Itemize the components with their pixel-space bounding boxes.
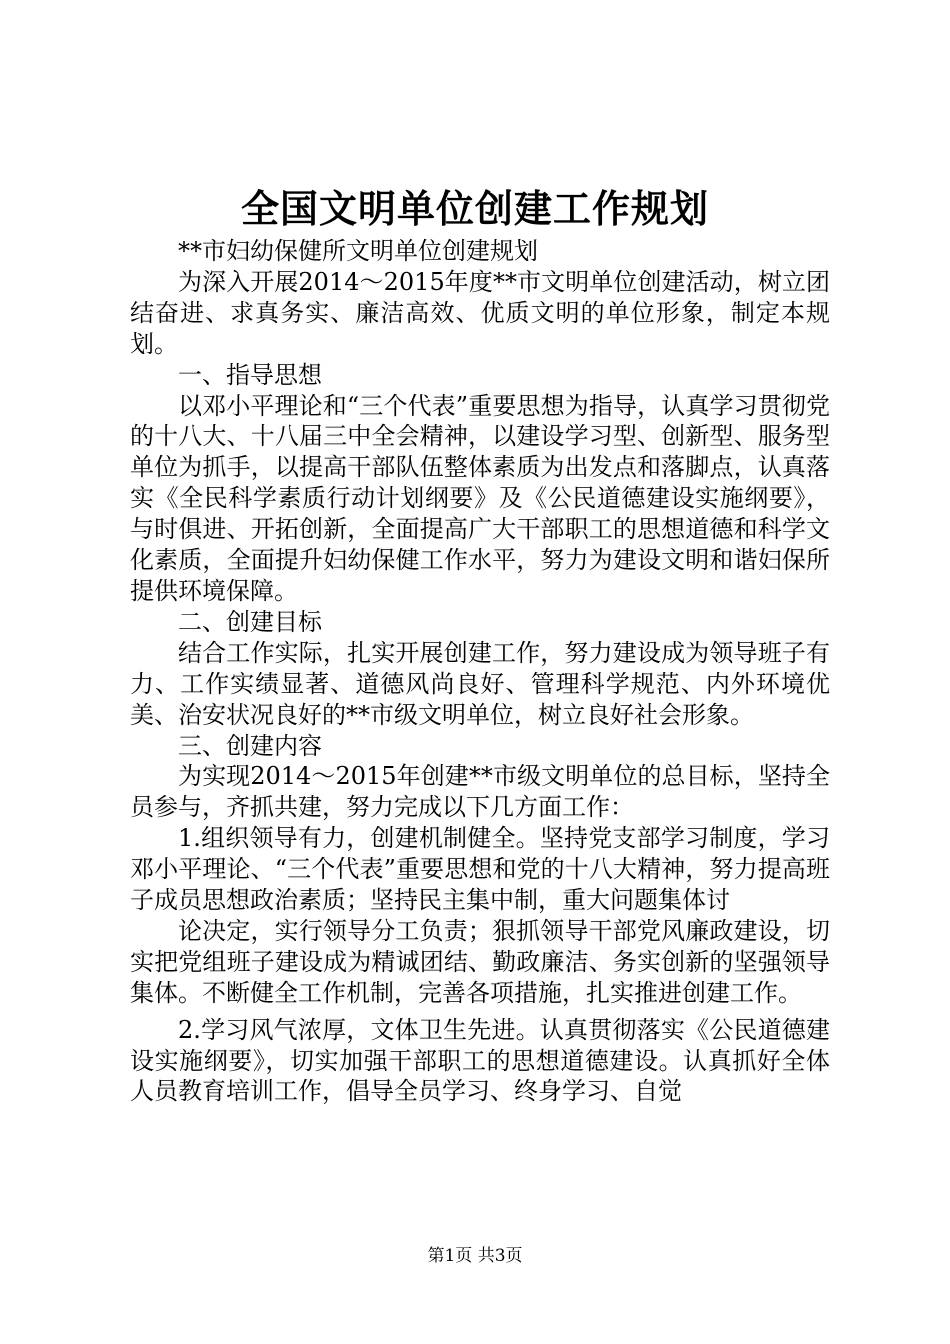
document-title: 全国文明单位创建工作规划 [240,186,709,231]
content-intro-paragraph: 为实现2014～2015年创建**市级文明单位的总目标，坚持全员参与，齐抓共建，努力完成以下几方面工作： [130,762,830,822]
page-footer: 第1页 共3页 [427,1246,523,1266]
subtitle-paragraph: **市妇幼保健所文明单位创建规划 [178,237,538,265]
item-2-paragraph: 2.学习风气浓厚，文体卫生先进。认真贯彻落实《公民道德建设实施纲要》，切实加强干部职工的思想道德建设。认真抓好全体人员教育培训工作，倡导全员学习、终身学习、自觉 [130,1015,830,1106]
section-heading-goal: 二、创建目标 [178,607,322,636]
goal-paragraph: 结合工作实际，扎实开展创建工作，努力建设成为领导班子有力、工作实绩显著、道德风尚良好、管理科学规范、内外环境优美、治安状况良好的**市级文明单位，树立良好社会形象。 [130,638,830,729]
document-body [130,236,830,1107]
intro-paragraph: 为深入开展2014～2015年度**市文明单位创建活动，树立团结奋进、求真务实、廉洁高效、优质文明的单位形象，制定本规划。 [130,267,830,358]
section-heading-guiding-thought: 一、指导思想 [178,360,322,389]
item-1-paragraph: 1.组织领导有力，创建机制健全。坚持党支部学习制度，学习邓小平理论、“三个代表”重要思想和党的十八大精神，努力提高班子成员思想政治素质；坚持民主集中制，重大问题集体讨 [130,824,830,915]
section-heading-content: 三、创建内容 [178,731,322,760]
guiding-thought-paragraph: 以邓小平理论和“三个代表”重要思想为指导，认真学习贯彻党的十八大、十八届三中全会精神，以建设学习型、创新型、服务型单位为抓手，以提高干部队伍整体素质为出发点和落脚点，认真落实《全民科学素质行动计划纲要》及《公民道德建设实施纲要》，与时俱进、开拓创新，全面提高广大干部职工的思想道德和科学文化素质，全面提升妇幼保健工作水平，努力为建设文明和谐妇保所提供环境保障。 [130,391,830,605]
item-1-continued-paragraph: 论决定，实行领导分工负责；狠抓领导干部党风廉政建设，切实把党组班子建设成为精诚团结、勤政廉洁、务实创新的坚强领导集体。不断健全工作机制，完善各项措施，扎实推进创建工作。 [130,916,830,1007]
